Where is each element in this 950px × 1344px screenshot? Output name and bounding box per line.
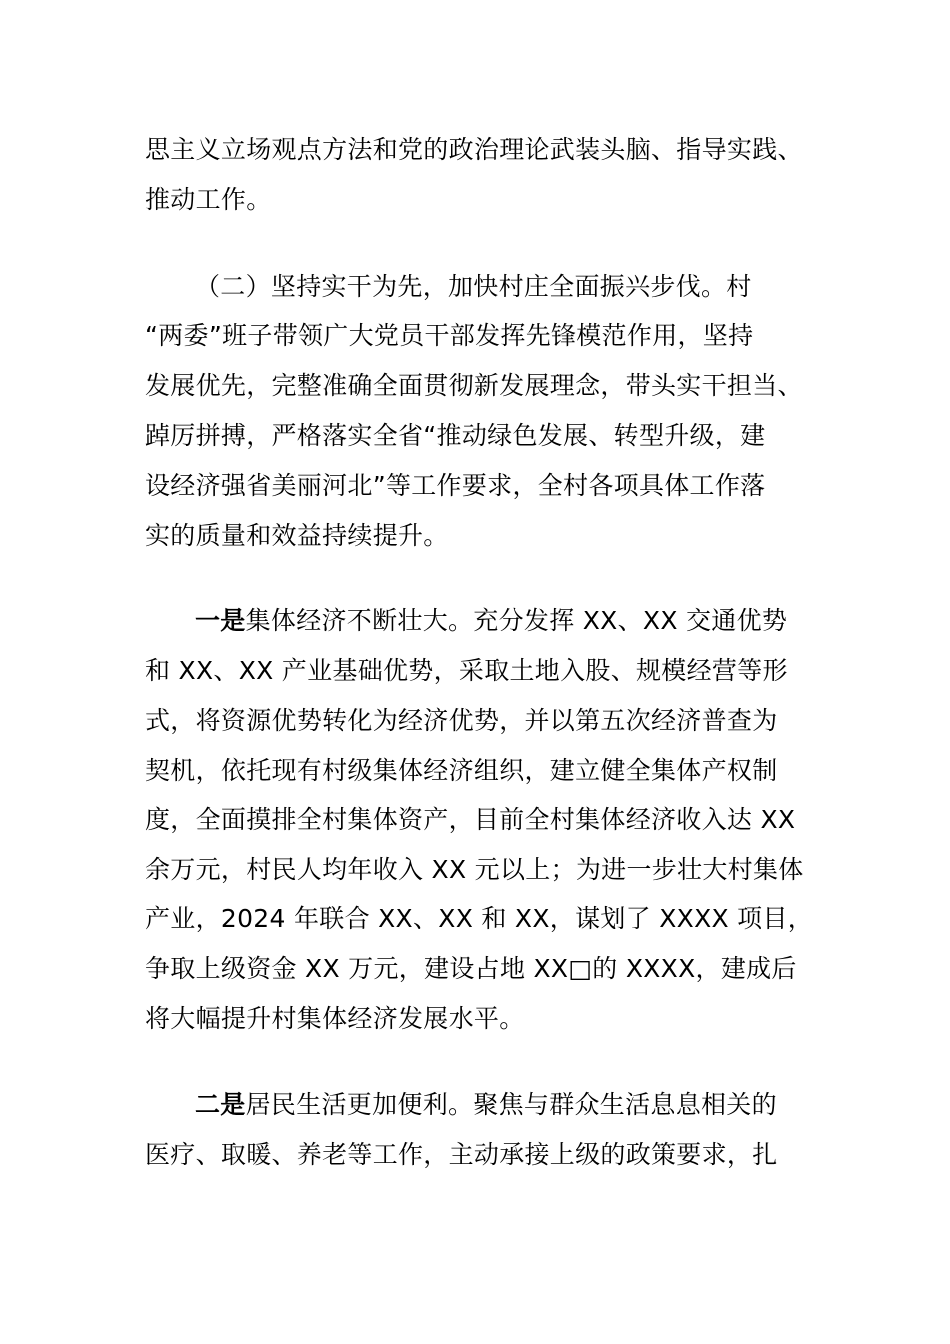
text-line: 发展优先，完整准确全面贯彻新发展理念，带头实干担当、: [145, 371, 803, 400]
text-line: 契机，依托现有村级集体经济组织，建立健全集体产权制: [145, 756, 778, 785]
text-line: 踔厉拼搏，严格落实全省“推动绿色发展、转型升级，建: [145, 421, 766, 450]
text-line: 度，全面摸排全村集体资产，目前全村集体经济收入达 XX: [145, 805, 796, 834]
text-line: 推动工作。: [145, 185, 272, 214]
text-line: 余万元，村民人均年收入 XX 元以上；为进一步壮大村集体: [145, 855, 804, 884]
paragraph-first-line: [195, 1090, 875, 1120]
text-line: 思主义立场观点方法和党的政治理论武装头脑、指导实践、: [145, 135, 803, 164]
text-line: 产业，2024 年联合 XX、XX 和 XX，谋划了 XXXX 项目，: [145, 904, 814, 933]
paragraph-lead: 二是: [195, 1090, 246, 1119]
section-heading-line: （二）坚持实干为先，加快村庄全面振兴步伐。村: [195, 272, 752, 301]
text-line: 将大幅提升村集体经济发展水平。: [145, 1004, 525, 1033]
text-line: 式，将资源优势转化为经济优势，并以第五次经济普查为: [145, 706, 778, 735]
text-line: 实的质量和效益持续提升。: [145, 521, 449, 550]
paragraph-text: 集体经济不断壮大。充分发挥 XX、XX 交通优势: [245, 606, 788, 635]
text-line: 和 XX、XX 产业基础优势，采取土地入股、规模经营等形: [145, 656, 788, 685]
text-line: “两委”班子带领广大党员干部发挥先锋模范作用，坚持: [145, 321, 754, 350]
text-line: 争取上级资金 XX 万元，建设占地 XX□的 XXXX，建成后: [145, 954, 797, 983]
paragraph-text: 居民生活更加便利。聚焦与群众生活息息相关的: [245, 1090, 777, 1119]
text-line: 医疗、取暖、养老等工作，主动承接上级的政策要求，扎: [145, 1140, 778, 1169]
paragraph-lead: 一是: [195, 606, 246, 635]
text-line: 设经济强省美丽河北”等工作要求，全村各项具体工作落: [145, 471, 766, 500]
paragraph-first-line: [195, 606, 875, 636]
